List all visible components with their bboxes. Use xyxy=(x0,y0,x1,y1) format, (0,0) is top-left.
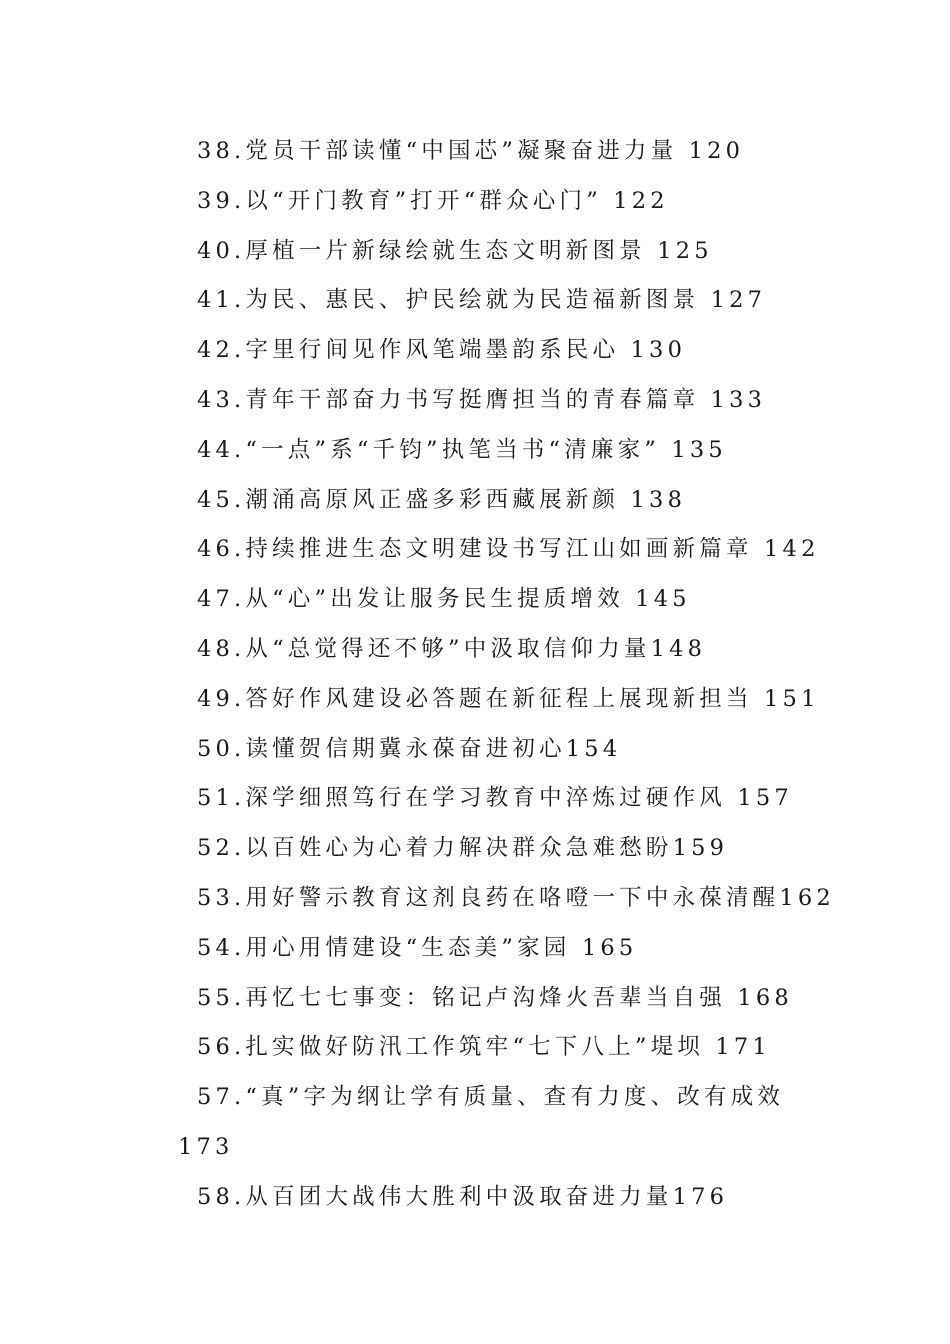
toc-entry-56: 56.扎实做好防汛工作筑牢“七下八上”堤坝 171 xyxy=(197,1034,771,1061)
toc-entry-53: 53.用好警示教育这剂良药在咯噔一下中永葆清醒162 xyxy=(197,884,835,911)
toc-entry-50: 50.读懂贺信期冀永葆奋进初心154 xyxy=(197,735,622,762)
toc-entry-38: 38.党员干部读懂“中国芯”凝聚奋进力量 120 xyxy=(197,138,745,164)
toc-entry-58: 58.从百团大战伟大胜利中汲取奋进力量176 xyxy=(197,1183,729,1210)
toc-entry-41: 41.为民、惠民、护民绘就为民造福新图景 127 xyxy=(197,287,767,314)
toc-entry-44: 44.“一点”系“千钧”执笔当书“清廉家” 135 xyxy=(197,436,727,463)
toc-entry-51: 51.深学细照笃行在学习教育中淬炼过硬作风 157 xyxy=(197,785,793,812)
toc-entry-57: 57.“真”字为纲让学有质量、查有力度、改有成效173 xyxy=(178,1084,785,1160)
toc-entry-48: 48.从“总觉得还不够”中汲取信仰力量148 xyxy=(197,635,707,662)
table-of-contents xyxy=(178,127,835,1223)
toc-entry-49: 49.答好作风建设必答题在新征程上展现新担当 151 xyxy=(197,685,820,712)
toc-entry-47: 47.从“心”出发让服务民生提质增效 145 xyxy=(197,586,691,613)
toc-entry-52: 52.以百姓心为心着力解决群众急难愁盼159 xyxy=(197,835,729,862)
toc-entry-54: 54.用心用情建设“生态美”家园 165 xyxy=(197,934,638,961)
toc-entry-46: 46.持续推进生态文明建设书写江山如画新篇章 142 xyxy=(197,536,820,563)
toc-entry-45: 45.潮涌高原风正盛多彩西藏展新颜 138 xyxy=(197,486,687,513)
toc-entry-43: 43.青年干部奋力书写挺膺担当的青春篇章 133 xyxy=(197,386,767,413)
toc-entry-39: 39.以“开门教育”打开“群众心门” 122 xyxy=(197,187,669,214)
toc-entry-42: 42.字里行间见作风笔端墨韵系民心 130 xyxy=(197,337,687,364)
toc-entry-40: 40.厚植一片新绿绘就生态文明新图景 125 xyxy=(197,237,713,264)
toc-entry-55: 55.再忆七七事变：铭记卢沟烽火吾辈当自强 168 xyxy=(197,984,793,1011)
